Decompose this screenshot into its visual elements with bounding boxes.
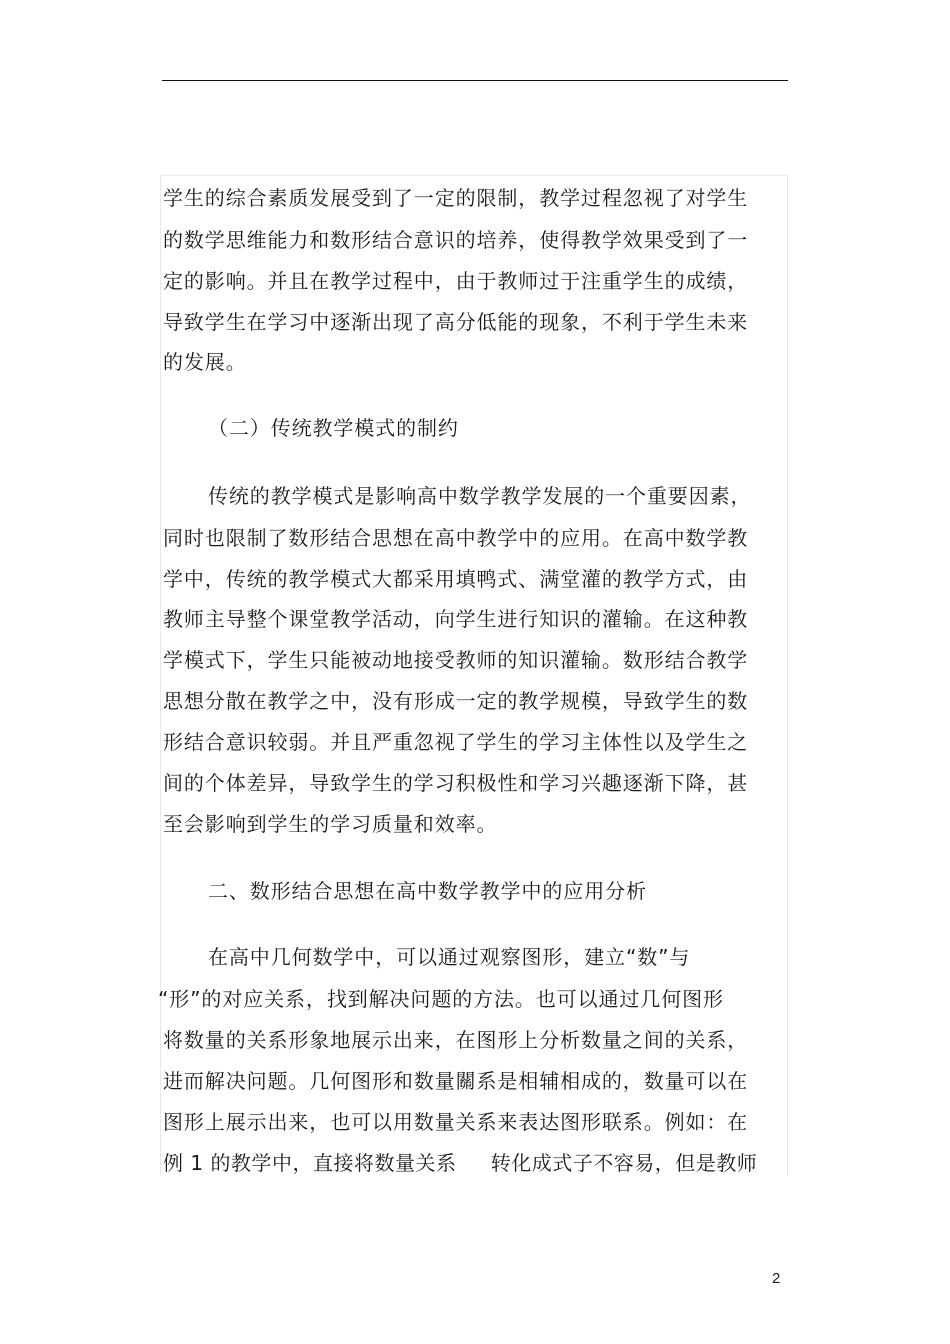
text-line: 学中，传统的教学模式大都采用填鸭式、满堂灌的教学方式，由 — [163, 567, 749, 591]
text-line: 传统的教学模式是影响高中数学教学发展的一个重要因素， — [208, 484, 752, 508]
text-line: 的发展。 — [163, 350, 247, 374]
text-line: 学模式下，学生只能被动地接受教师的知识灌输。数形结合教学 — [163, 648, 749, 672]
text-line: 例 1 的教学中，直接将数量关系 转化成式子不容易，但是教师 — [163, 1151, 758, 1175]
text-line: 进而解决问题。几何图形和数量關系是相辅相成的，数量可以在 — [163, 1069, 749, 1093]
text-line: 至会影响到学生的学习质量和效率。 — [163, 812, 498, 836]
text-line: 的数学思维能力和数形结合意识的培养，使得教学效果受到了一 — [163, 228, 749, 252]
section-heading: （二）传统教学模式的制约 — [208, 416, 459, 440]
text-line: 导致学生在学习中逐渐出现了高分低能的现象，不利于学生未来 — [163, 310, 749, 334]
text-line: 图形上展示出来，也可以用数量关系来表达图形联系。例如：在 — [163, 1110, 749, 1134]
header-rule — [162, 80, 788, 81]
text-line: “形”的对应关系，找到解决问题的方法。也可以通过几何图形 — [158, 987, 724, 1011]
text-line: 学生的综合素质发展受到了一定的限制，教学过程忽视了对学生 — [163, 186, 749, 210]
text-line: 定的影响。并且在教学过程中，由于教师过于注重学生的成绩， — [163, 269, 749, 293]
text-line: 将数量的关系形象地展示出来，在图形上分析数量之间的关系， — [163, 1028, 749, 1052]
text-line: 教师主导整个课堂教学活动，向学生进行知识的灌输。在这种教 — [163, 607, 749, 631]
section-heading: 二、数形结合思想在高中数学教学中的应用分析 — [208, 879, 647, 903]
text-line: 形结合意识较弱。并且严重忽视了学生的学习主体性以及学生之 — [163, 730, 749, 754]
page-number: 2 — [772, 1270, 781, 1287]
text-line: 在高中几何数学中，可以通过观察图形，建立“数”与 — [208, 945, 691, 969]
text-line: 思想分散在教学之中，没有形成一定的教学规模，导致学生的数 — [163, 689, 749, 713]
text-line: 同时也限制了数形结合思想在高中教学中的应用。在高中数学教 — [163, 526, 749, 550]
text-line: 间的个体差异，导致学生的学习积极性和学习兴趣逐渐下降，甚 — [163, 771, 749, 795]
